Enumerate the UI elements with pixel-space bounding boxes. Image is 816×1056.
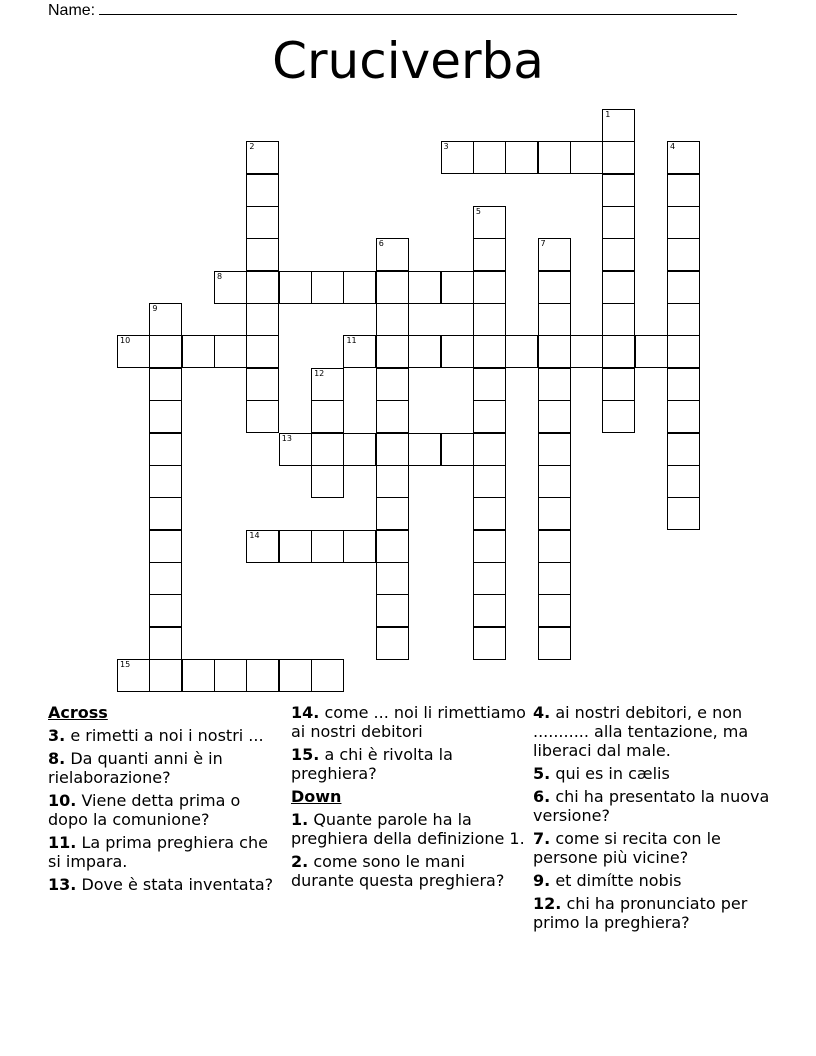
clue-number: 12 [314, 368, 325, 378]
crossword-cell[interactable] [376, 562, 409, 595]
crossword-cell[interactable] [473, 530, 506, 563]
name-label: Name: [48, 2, 96, 19]
clue-across-3: 3. e rimetti a noi i nostri ... [48, 726, 264, 745]
crossword-cell-6[interactable] [376, 238, 409, 271]
crossword-cell[interactable] [376, 335, 409, 368]
crossword-cell[interactable] [473, 368, 506, 401]
crossword-cell[interactable] [667, 433, 700, 466]
crossword-cell[interactable] [149, 433, 182, 466]
crossword-cell[interactable] [602, 400, 635, 433]
clue-number: 6 [378, 239, 384, 249]
clue-number: 3 [443, 142, 449, 152]
clue-down-7: 7. come si recita con le persone più vicine? [533, 829, 721, 867]
crossword-cell[interactable] [311, 465, 344, 498]
crossword-cell[interactable] [505, 141, 538, 174]
clue-number: 11 [346, 336, 357, 346]
clue-across-8: 8. Da quanti anni è in rielaborazione? [48, 749, 223, 787]
crossword-cell[interactable] [570, 335, 603, 368]
crossword-cell-15[interactable] [117, 659, 150, 692]
crossword-cell[interactable] [538, 433, 571, 466]
crossword-cell[interactable] [667, 271, 700, 304]
crossword-cell[interactable] [149, 627, 182, 660]
crossword-cell[interactable] [149, 400, 182, 433]
clue-number: 14 [249, 530, 260, 540]
crossword-cell[interactable] [667, 400, 700, 433]
crossword-cell[interactable] [538, 562, 571, 595]
across-heading: Across [48, 703, 108, 722]
crossword-cell[interactable] [473, 594, 506, 627]
clue-number: 13 [281, 433, 292, 443]
crossword-cell[interactable] [667, 238, 700, 271]
crossword-cell[interactable] [473, 497, 506, 530]
crossword-cell[interactable] [376, 303, 409, 336]
crossword-cell-2[interactable] [246, 141, 279, 174]
crossword-cell-5[interactable] [473, 206, 506, 239]
clues-column-3 [533, 703, 773, 936]
crossword-cell-11[interactable] [343, 335, 376, 368]
crossword-cell[interactable] [473, 335, 506, 368]
crossword-cell[interactable] [602, 303, 635, 336]
crossword-cell[interactable] [538, 368, 571, 401]
clue-number: 9 [152, 304, 158, 314]
page-title: Cruciverba [272, 32, 544, 90]
crossword-cell[interactable] [635, 335, 668, 368]
crossword-cell[interactable] [473, 303, 506, 336]
crossword-cell[interactable] [343, 271, 376, 304]
crossword-cell[interactable] [667, 497, 700, 530]
crossword-cell[interactable] [408, 335, 441, 368]
clue-down-9: 9. et dimítte nobis [533, 871, 682, 890]
clue-across-13: 13. Dove è stata inventata? [48, 875, 274, 894]
clue-across-15: 15. a chi è rivolta la preghiera? [291, 745, 453, 783]
crossword-cell[interactable] [602, 271, 635, 304]
crossword-cell[interactable] [376, 400, 409, 433]
crossword-cell[interactable] [343, 433, 376, 466]
clue-number: 1 [605, 110, 611, 119]
crossword-cell[interactable] [505, 335, 538, 368]
crossword-cell[interactable] [376, 594, 409, 627]
crossword-cell[interactable] [441, 271, 474, 304]
clue-number: 7 [540, 239, 546, 249]
crossword-cell[interactable] [376, 433, 409, 466]
crossword-cell-13[interactable] [279, 433, 312, 466]
crossword-cell[interactable] [667, 368, 700, 401]
crossword-cell[interactable] [246, 335, 279, 368]
crossword-cell[interactable] [149, 465, 182, 498]
crossword-cell[interactable] [149, 497, 182, 530]
crossword-cell[interactable] [538, 465, 571, 498]
crossword-cell[interactable] [376, 465, 409, 498]
down-heading: Down [291, 787, 342, 806]
crossword-cell[interactable] [538, 141, 571, 174]
crossword-cell[interactable] [473, 238, 506, 271]
crossword-cell-7[interactable] [538, 238, 571, 271]
crossword-cell[interactable] [602, 368, 635, 401]
crossword-cell[interactable] [149, 530, 182, 563]
crossword-cell[interactable] [667, 303, 700, 336]
clue-down-5: 5. qui es in cælis [533, 764, 670, 783]
crossword-cell[interactable] [538, 530, 571, 563]
crossword-cell-1[interactable] [602, 109, 635, 142]
clue-number: 4 [669, 142, 676, 152]
crossword-cell[interactable] [182, 335, 215, 368]
crossword-cell[interactable] [538, 271, 571, 304]
crossword-cell[interactable] [570, 141, 603, 174]
crossword-cell[interactable] [214, 335, 247, 368]
crossword-cell[interactable] [376, 368, 409, 401]
crossword-cell[interactable] [246, 271, 279, 304]
crossword-cell[interactable] [538, 627, 571, 660]
crossword-cell[interactable] [246, 174, 279, 207]
crossword-cell[interactable] [279, 530, 312, 563]
clues-column-2 [291, 703, 531, 894]
crossword-cell-4[interactable] [667, 141, 700, 174]
crossword-cell[interactable] [311, 271, 344, 304]
crossword-cell[interactable] [149, 659, 182, 692]
crossword-cell[interactable] [311, 433, 344, 466]
crossword-cell[interactable] [246, 206, 279, 239]
crossword-cell[interactable] [667, 206, 700, 239]
crossword-cell[interactable] [246, 238, 279, 271]
clue-down-1: 1. Quante parole ha la preghiera della definizione 1. [291, 810, 525, 848]
crossword-cell[interactable] [149, 368, 182, 401]
crossword-cell[interactable] [149, 562, 182, 595]
crossword-cell[interactable] [441, 335, 474, 368]
crossword-cell[interactable] [602, 174, 635, 207]
clue-across-10: 10. Viene detta prima o dopo la comunione? [48, 791, 241, 829]
crossword-cell-8[interactable] [214, 271, 247, 304]
crossword-cell[interactable] [246, 400, 279, 433]
crossword-cell[interactable] [279, 271, 312, 304]
crossword-cell[interactable] [667, 335, 700, 368]
crossword-cell[interactable] [473, 562, 506, 595]
clue-number: 10 [120, 336, 131, 346]
clue-number: 5 [475, 207, 481, 217]
crossword-cell[interactable] [538, 497, 571, 530]
crossword-cell[interactable] [149, 335, 182, 368]
crossword-cell[interactable] [311, 659, 344, 692]
crossword-cell-9[interactable] [149, 303, 182, 336]
crossword-cell[interactable] [473, 465, 506, 498]
crossword-cell[interactable] [441, 433, 474, 466]
crossword-cell[interactable] [602, 141, 635, 174]
crossword-cell[interactable] [473, 400, 506, 433]
clue-number: 15 [120, 659, 131, 669]
crossword-cell-3[interactable] [441, 141, 474, 174]
clue-number: 2 [249, 142, 255, 152]
crossword-cell[interactable] [538, 335, 571, 368]
crossword-cell-10[interactable] [117, 335, 150, 368]
clue-across-14: 14. come ... noi li rimettiamo ai nostri debitori [291, 703, 526, 741]
clue-down-4: 4. ai nostri debitori, e non ........... alla tentazione, ma liberaci dal male. [533, 703, 749, 760]
crossword-cell[interactable] [602, 238, 635, 271]
crossword-cell[interactable] [473, 141, 506, 174]
crossword-cell[interactable] [602, 335, 635, 368]
crossword-cell[interactable] [246, 368, 279, 401]
crossword-cell[interactable] [246, 659, 279, 692]
crossword-cell[interactable] [279, 659, 312, 692]
crossword-cell[interactable] [602, 206, 635, 239]
crossword-cell-12[interactable] [311, 368, 344, 401]
crossword-cell[interactable] [376, 497, 409, 530]
crossword-cell[interactable] [667, 465, 700, 498]
crossword-cell[interactable] [182, 659, 215, 692]
crossword-cell[interactable] [538, 303, 571, 336]
crossword-cell-14[interactable] [246, 530, 279, 563]
crossword-cell[interactable] [246, 303, 279, 336]
clue-number: 8 [217, 271, 223, 281]
crossword-cell[interactable] [343, 530, 376, 563]
clue-down-2: 2. come sono le mani durante questa preghiera? [291, 852, 505, 890]
clue-down-12: 12. chi ha pronunciato per primo la preghiera? [533, 894, 748, 932]
crossword-cell[interactable] [408, 271, 441, 304]
crossword-cell[interactable] [376, 627, 409, 660]
crossword-cell[interactable] [311, 400, 344, 433]
crossword-cell[interactable] [376, 530, 409, 563]
crossword-cell[interactable] [473, 271, 506, 304]
crossword-cell[interactable] [149, 594, 182, 627]
crossword-cell[interactable] [311, 530, 344, 563]
clue-down-6: 6. chi ha presentato la nuova versione? [533, 787, 770, 825]
crossword-cell[interactable] [376, 271, 409, 304]
crossword-cell[interactable] [473, 627, 506, 660]
crossword-cell[interactable] [667, 174, 700, 207]
crossword-cell[interactable] [538, 594, 571, 627]
clues-column-1 [48, 703, 278, 898]
crossword-cell[interactable] [473, 433, 506, 466]
crossword-cell[interactable] [408, 433, 441, 466]
crossword-cell[interactable] [538, 400, 571, 433]
crossword-cell[interactable] [214, 659, 247, 692]
clue-across-11: 11. La prima preghiera che si impara. [48, 833, 268, 871]
